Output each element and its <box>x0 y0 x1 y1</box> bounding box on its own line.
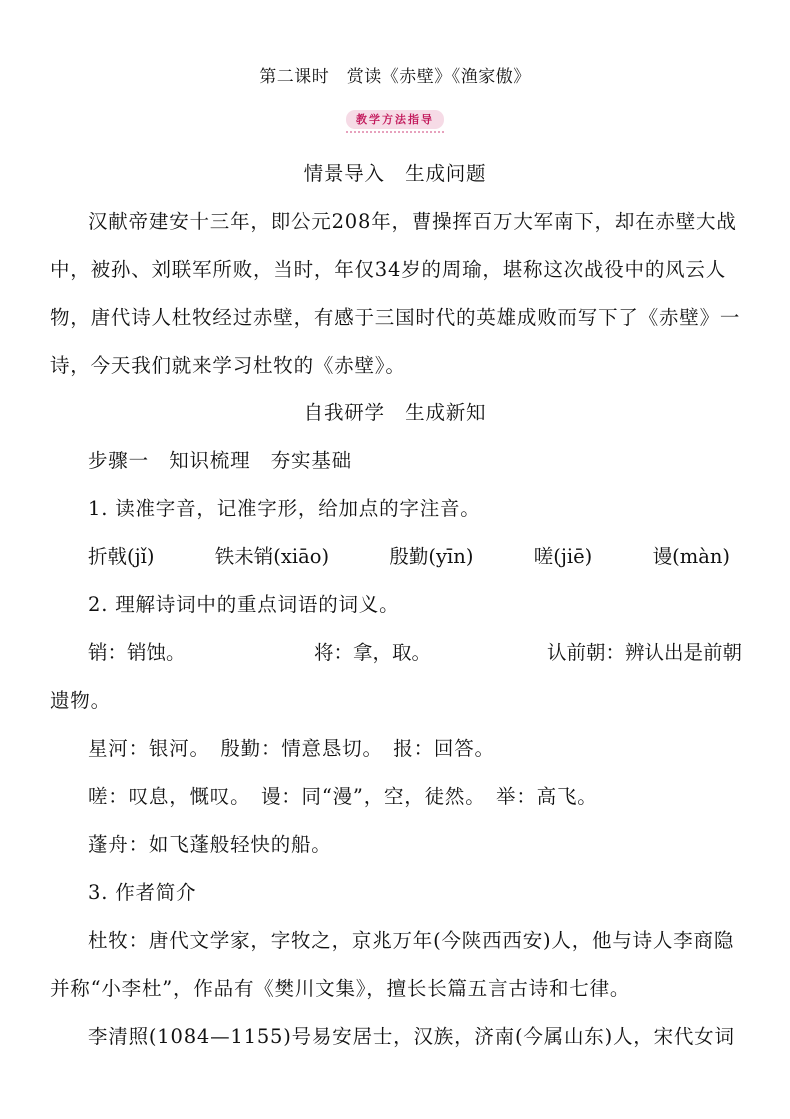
section-heading-self-study: 自我研学 生成新知 <box>303 401 487 424</box>
author-du-mu-line-1: 杜牧：唐代文学家，字牧之，京兆万年(今陕西西安)人，他与诗人李商隐 <box>88 929 735 952</box>
definition-ren-qian-chao: 认前朝：辨认出是前朝 <box>546 641 742 664</box>
definition-xiao: 销：销蚀。 <box>88 641 186 664</box>
intro-paragraph-line-4: 诗，今天我们就来学习杜牧的《赤壁》。 <box>50 354 406 377</box>
question-1: 1. 读准字音，记准字形，给加点的字注音。 <box>88 497 481 520</box>
pinyin-item: 谩(màn) <box>652 545 730 568</box>
intro-paragraph-line-2: 中，被孙、刘联军所败，当时，年仅34岁的周瑜，堪称这次战役中的风云人 <box>50 258 727 281</box>
pinyin-item: 铁未销(xiāo) <box>214 545 330 568</box>
lesson-title: 第二课时 赏读《赤壁》《渔家傲》 <box>259 67 531 87</box>
pinyin-item: 嗟(jiē) <box>533 545 593 568</box>
section-heading-intro: 情景导入 生成问题 <box>303 162 487 185</box>
teaching-method-badge-wrap <box>0 108 790 129</box>
intro-paragraph-line-3: 物，唐代诗人杜牧经过赤壁，有感于三国时代的英雄成败而写下了《赤壁》一 <box>50 306 741 329</box>
pinyin-row <box>88 541 730 569</box>
question-3: 3. 作者简介 <box>88 881 197 904</box>
question-2: 2. 理解诗词中的重点词语的词义。 <box>88 593 400 616</box>
definition-row-2: 星河：银河。 殷勤：情意恳切。 报：回答。 <box>88 737 495 760</box>
definition-row-4: 蓬舟：如飞蓬般轻快的船。 <box>88 833 332 856</box>
author-du-mu-line-2: 并称“小李杜”，作品有《樊川文集》，擅长长篇五言古诗和七律。 <box>50 977 631 1000</box>
definition-row-3: 嗟：叹息，慨叹。 谩：同“漫”，空，徒然。 举：高飞。 <box>88 785 598 808</box>
author-li-qingzhao-line-1: 李清照(1084—1155)号易安居士，汉族，济南(今属山东)人，宋代女词 <box>88 1025 735 1048</box>
pinyin-item: 折戟(jǐ) <box>88 545 155 568</box>
intro-paragraph-line-1: 汉献帝建安十三年，即公元208年，曹操挥百万大军南下，却在赤壁大战 <box>88 210 737 233</box>
step-one-heading: 步骤一 知识梳理 夯实基础 <box>88 449 352 472</box>
teaching-method-badge: 教学方法指导 <box>346 110 444 129</box>
definition-jiang: 将：拿，取。 <box>314 641 432 664</box>
pinyin-item: 殷勤(yīn) <box>389 545 474 568</box>
definition-continuation: 遗物。 <box>50 689 111 712</box>
